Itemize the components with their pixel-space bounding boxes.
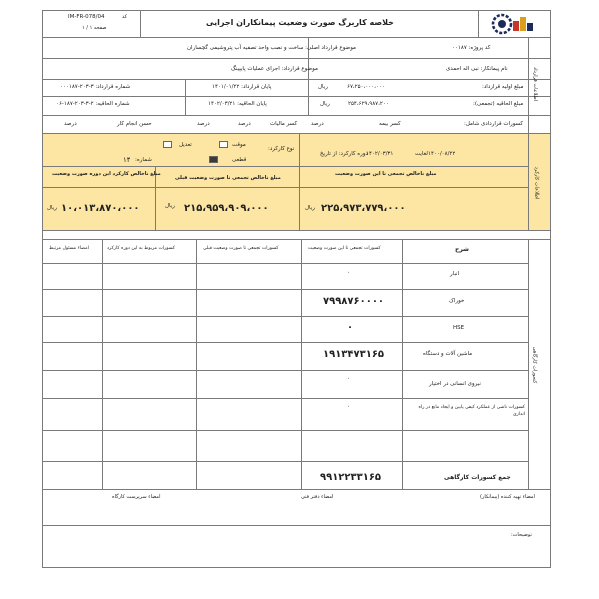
row-manpower-value: ۰ [347, 375, 351, 382]
extra-deduction-unit: درصد [238, 121, 251, 127]
row-warehouse-value: ۰ [347, 269, 351, 276]
period-to-date: ۱۴۰۲/۰۳/۳۱ [366, 151, 394, 157]
addendum-amount-value: ۲۵۴،۶۲۹،۹۸۷،۲۰۰ [348, 101, 389, 107]
row-quality-value: ۰ [347, 403, 351, 410]
frame-bottom [42, 567, 551, 568]
doc-code: IM-FR-078/04 [68, 14, 105, 20]
addendum-amount-label: مبلغ الحاقیه (تجمعی): [473, 101, 524, 107]
tax-deduction-unit: درصد [197, 121, 210, 127]
page-number: صفحه ۱ / ۱ [82, 25, 107, 31]
final-label: قطعی [232, 157, 247, 163]
contractor-name: نام پیمانکار: نبی اله احمدی [446, 66, 508, 72]
cumulative-gross-current-header: مبلغ ناخالص تجمعی تا این صورت وضعیت [335, 171, 437, 177]
page-title: خلاصه کاربرگ صورت وضعیت پیمانکاران اجرایی [206, 18, 394, 27]
signature-preparer: امضاء تهیه کننده (پیمانکار) [480, 494, 535, 500]
table-header-responsible: امضاء مسئول مرتبط [49, 246, 89, 251]
row-machinery-value: ۱۹۱۳۴۷۳۱۶۵ [323, 349, 385, 360]
table-header-cumulative-current: کسورات تجمعی تا این صورت وضعیت [308, 246, 381, 251]
signature-supervisor: امضاء سرپرست کارگاه [112, 494, 161, 500]
row-hse-label: HSE [453, 325, 465, 331]
cumulative-gross-current-unit: ریال [305, 205, 315, 211]
initial-amount-value: ۶۷،۲۵۰،۰۰۰،۰۰۰ [347, 84, 385, 90]
adjustment-label: تعدیل [179, 142, 192, 148]
period-to-label: لغایت [415, 151, 428, 157]
addendum-end-date: پایان الحاقیه: ۱۴۰۲/۰۳/۲۱ [208, 101, 267, 107]
row-manpower-label: نیروی انسانی در اختیار [429, 381, 481, 387]
total-deductions-value: ۹۹۱۲۲۳۳۱۶۵ [320, 472, 382, 483]
table-header-this-period: کسورات مربوط به این دوره کارکرد [107, 246, 175, 251]
contract-subject: موضوع قرارداد: اجرای عملیات پایپینگ [231, 66, 318, 72]
cumulative-gross-current-value: ۲۲۵،۹۷۳،۷۷۹،۰۰۰ [321, 203, 406, 214]
statement-number-value: ۱۴ [123, 156, 131, 164]
company-logo-icon [486, 13, 544, 35]
temporary-label: موقت [232, 142, 246, 148]
side-label-work-info: اطلاعات کارکرد [533, 166, 540, 200]
statement-number-label: شماره: [135, 157, 152, 163]
initial-amount-label: مبلغ اولیه قرارداد: [482, 84, 524, 90]
row-food-value: ۷۹۹۸۷۶۰۰۰۰ [323, 296, 385, 307]
total-deductions-label: جمع کسورات کارگاهی [444, 474, 511, 481]
addendum-number: شماره الحاقیه: ۲-۳-۲۰۳-۱۸۷-۰۶ [56, 101, 130, 107]
final-checkbox[interactable] [209, 156, 218, 163]
frame-top [42, 10, 551, 11]
cumulative-gross-previous-header: مبلغ ناخالص تجمعی تا صورت وضعیت قبلی [175, 175, 281, 181]
period-gross-unit: ریال [47, 205, 57, 211]
deductions-label: کسورات قراردادی شامل: [464, 121, 524, 127]
frame-right [550, 10, 551, 568]
table-header-description: شرح [455, 246, 469, 253]
doc-code-label: کد [122, 14, 128, 20]
period-gross-header: مبلغ ناخالص کارکرد این دوره صورت وضعیت [52, 171, 161, 177]
contract-end-date: پایان قرارداد: ۱۴۰۱/۰۱/۲۲ [212, 84, 272, 90]
row-machinery-label: ماشین آلات و دستگاه [423, 351, 473, 357]
good-work-deduction-label: حسن انجام کار [117, 121, 152, 127]
row-food-label: خوراک [449, 298, 465, 304]
row-quality-label: کسورات ناشی از عملکرد کیفی پایین و ایجاد مانع در راه اندازی [418, 405, 525, 418]
main-contract-subject: موضوع قرارداد اصلی: ساخت و نصب واحد تصفیه آب پتروشیمی گچساران [187, 45, 356, 51]
addendum-amount-unit: ریال [320, 101, 330, 107]
good-work-deduction-unit: درصد [64, 121, 77, 127]
period-from-date: ۱۴۰۰/۰۸/۲۲ [428, 151, 456, 157]
period-gross-value: ۱۰،۰۱۳،۸۷۰،۰۰۰ [61, 203, 140, 214]
period-label: دوره کارکرد: از تاریخ [320, 151, 368, 157]
tax-deduction-label: کسر مالیات [270, 121, 298, 127]
insurance-deduction-label: کسر بیمه [379, 121, 401, 127]
side-label-contract-info: اطلاعات قرارداد [531, 67, 538, 101]
cumulative-gross-previous-unit: ریال [165, 203, 175, 209]
row-hse-value: ۰ [347, 322, 354, 333]
insurance-deduction-unit: درصد [311, 121, 324, 127]
notes-label: توضیحات: [511, 532, 532, 538]
side-label-workshop-deductions: کسورات کارگاهی [531, 346, 538, 384]
contract-number: شماره قرارداد: ۳-۲۰۳-۰۰۰۱۸۷ [60, 84, 131, 90]
adjustment-checkbox[interactable] [163, 141, 172, 148]
project-code: کد پروژه: ۰۰۱۸۷ [452, 45, 491, 51]
row-warehouse-label: انبار [450, 271, 460, 277]
signature-technical-office: امضاء دفتر فنی [301, 494, 334, 500]
initial-amount-unit: ریال [318, 84, 328, 90]
temporary-checkbox[interactable] [219, 141, 228, 148]
work-type-label: نوع کارکرد: [268, 146, 295, 152]
cumulative-gross-previous-value: ۲۱۵،۹۵۹،۹۰۹،۰۰۰ [184, 203, 269, 214]
table-header-cumulative-previous: کسورات تجمعی تا صورت وضعیت قبلی [203, 246, 279, 251]
